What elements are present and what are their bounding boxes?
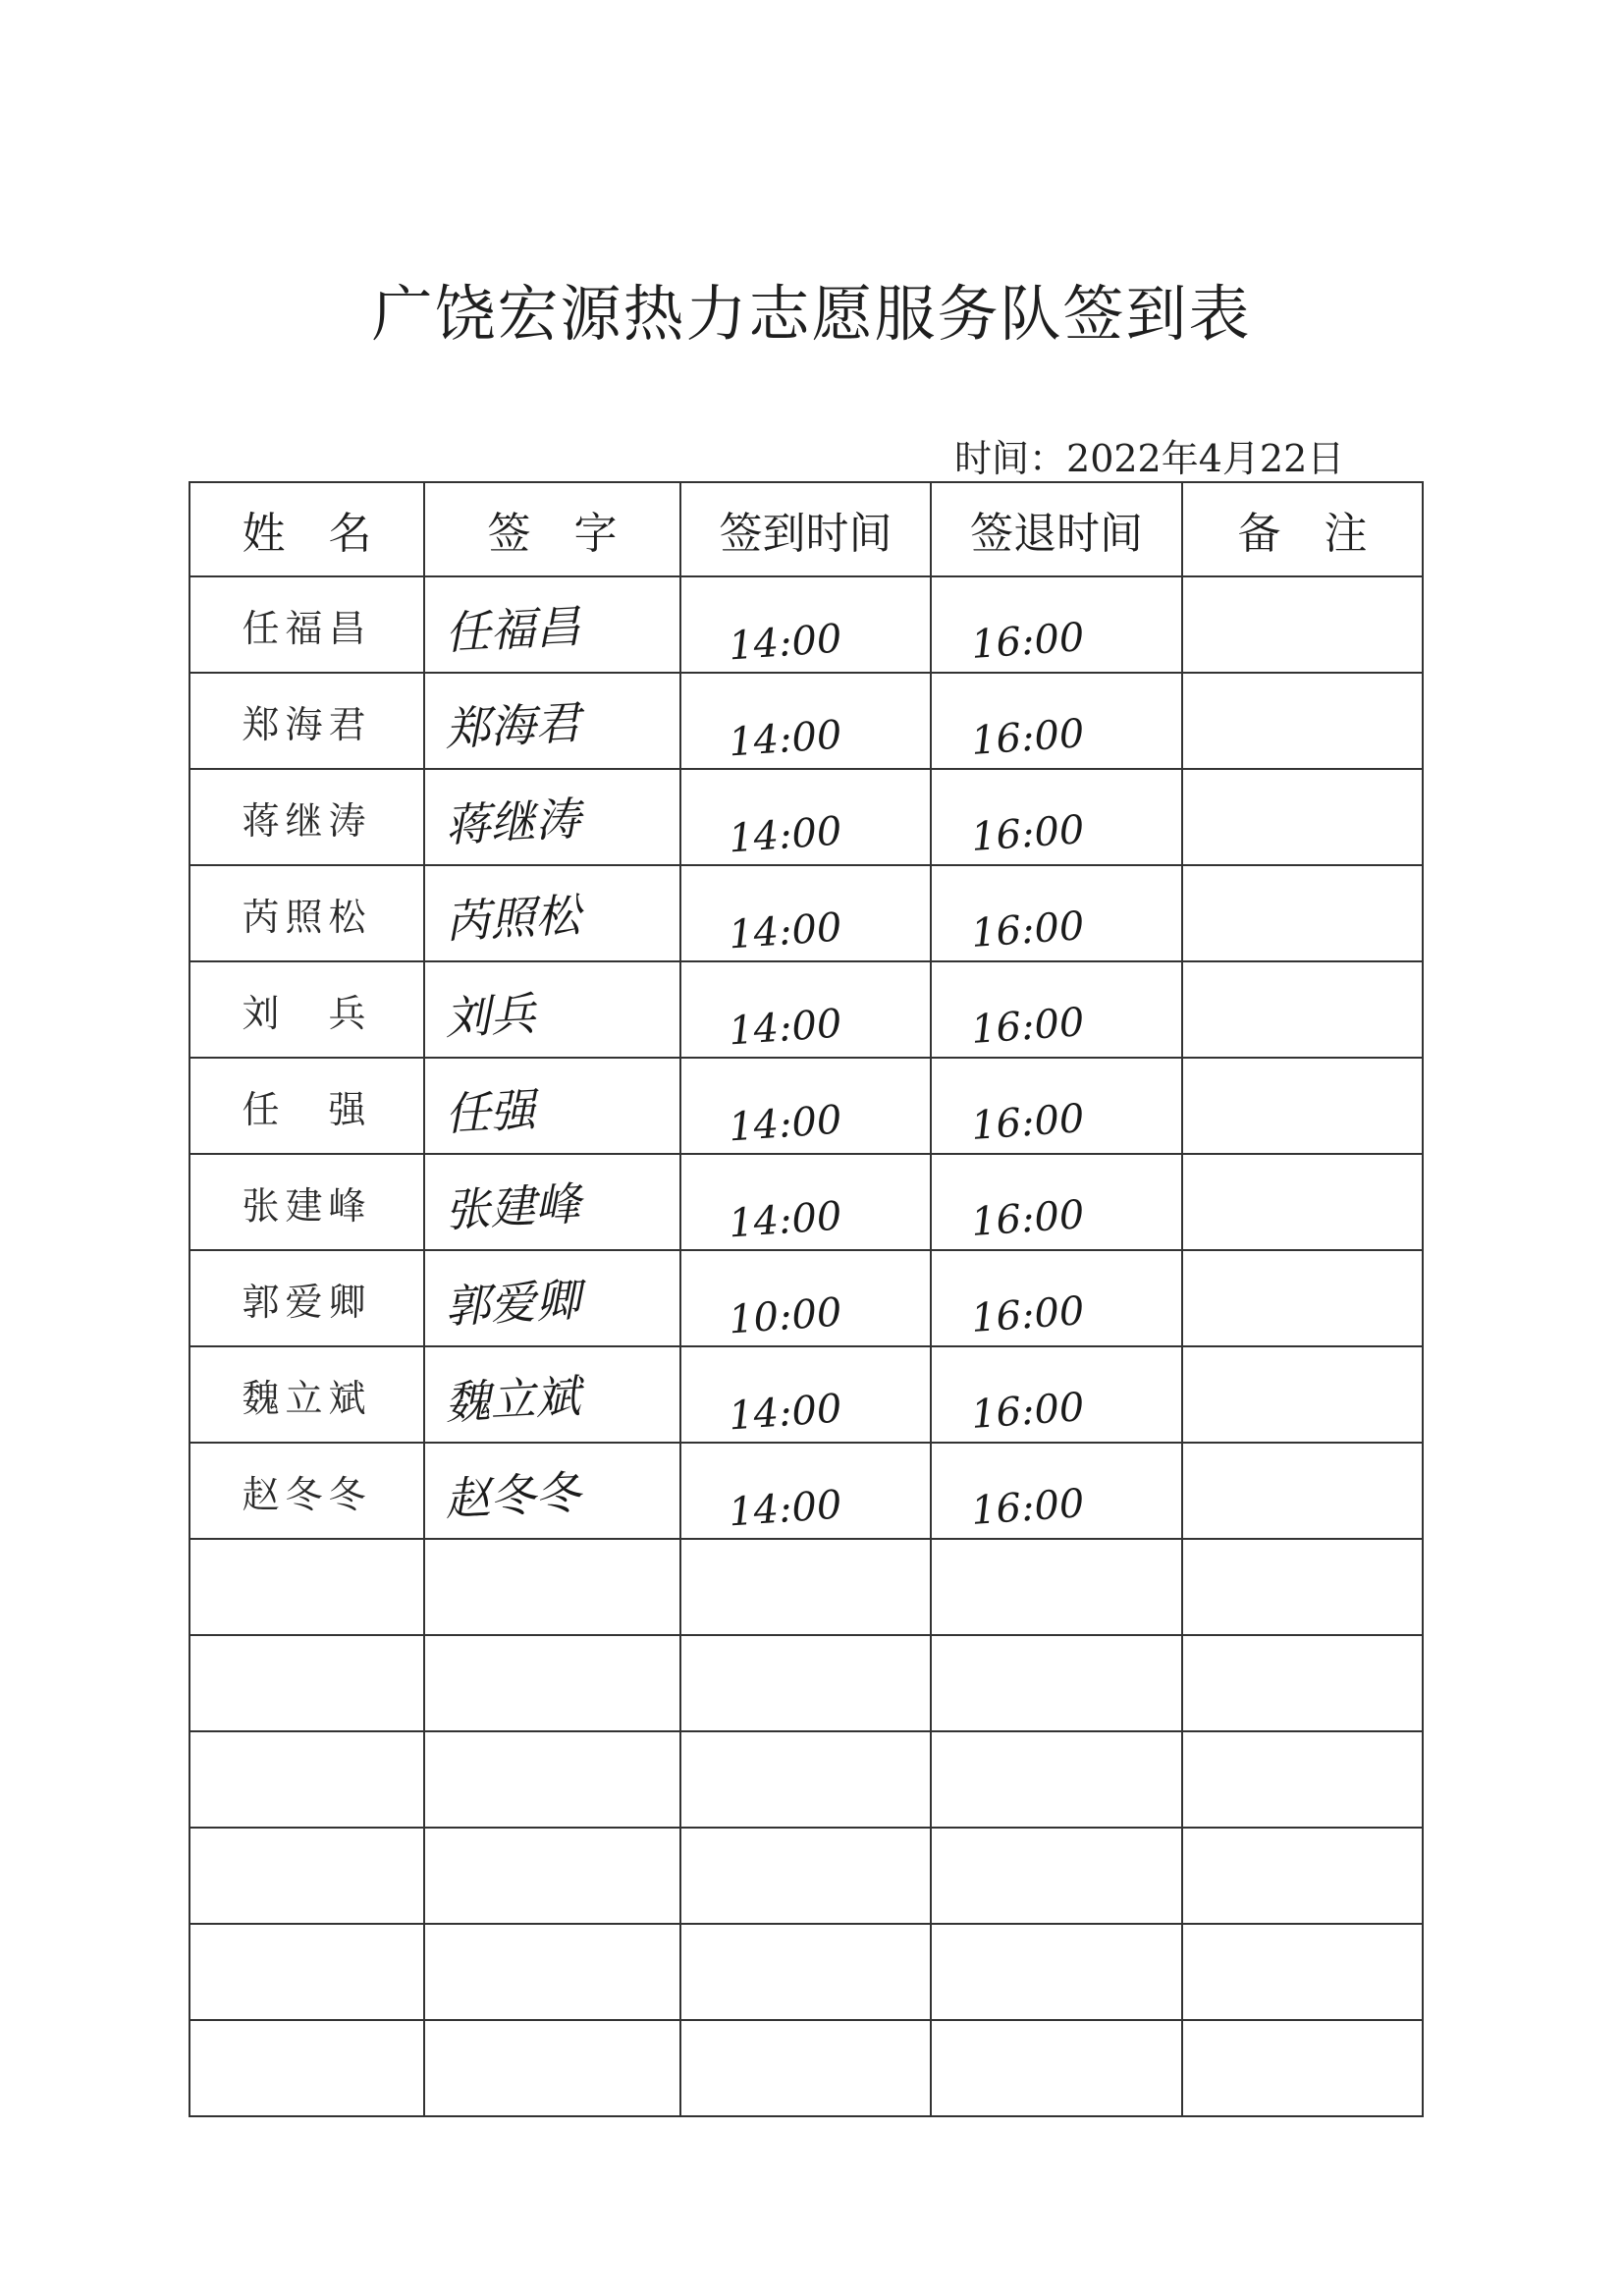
- table-row: [189, 1443, 1423, 1539]
- signature-cell: [424, 769, 680, 865]
- note-cell: [1182, 1539, 1423, 1635]
- name-cell: [189, 1539, 424, 1635]
- name-cell: [189, 2020, 424, 2116]
- sign-out-time-text: [932, 1882, 1180, 1899]
- sign-in-time-cell: [680, 1443, 931, 1539]
- sign-out-time-cell: [931, 1346, 1182, 1443]
- header-note: 备 注: [1182, 482, 1423, 576]
- sign-out-time-text: [932, 1593, 1180, 1611]
- signature-text: 魏立斌: [443, 1369, 582, 1430]
- sign-in-time-text: [681, 1691, 929, 1709]
- note-cell: [1182, 1250, 1423, 1346]
- signature-text: [425, 2061, 679, 2075]
- sign-out-time-cell: [931, 1828, 1182, 1924]
- sign-out-time-text: 16:00: [969, 1192, 1086, 1246]
- sign-in-time-text: [681, 1595, 929, 1613]
- signature-cell: [424, 1924, 680, 2020]
- header-row: [189, 482, 1423, 576]
- header-name: 姓 名: [189, 482, 424, 576]
- sign-out-time-text: [932, 2074, 1180, 2092]
- sign-in-time-cell: [680, 1731, 931, 1828]
- sheet-title: 广饶宏源热力志愿服务队签到表: [371, 278, 1252, 350]
- date-label: 时间：: [954, 437, 1067, 480]
- sign-out-time-cell: [931, 576, 1182, 673]
- signature-cell: [424, 1058, 680, 1154]
- note-cell: [1182, 1924, 1423, 2020]
- sign-out-time-cell: [931, 1539, 1182, 1635]
- sign-in-time-cell: [680, 961, 931, 1058]
- sign-out-time-cell: [931, 1731, 1182, 1828]
- sign-in-time-cell: [680, 673, 931, 769]
- signature-text: 任福昌: [443, 599, 582, 660]
- signature-text: [425, 1580, 679, 1594]
- signature-cell: [424, 961, 680, 1058]
- table-row: [189, 1924, 1423, 2020]
- name-cell: 张建峰: [189, 1154, 424, 1250]
- table-row: [189, 1346, 1423, 1443]
- sign-out-time-text: 16:00: [969, 1385, 1086, 1439]
- sign-in-time-cell: [680, 1539, 931, 1635]
- sign-in-time-cell: [680, 1924, 931, 2020]
- table-row: [189, 576, 1423, 673]
- signature-text: [425, 1869, 679, 1883]
- sign-out-time-cell: [931, 769, 1182, 865]
- signature-cell: [424, 1731, 680, 1828]
- sign-in-time-text: [681, 1787, 929, 1805]
- signature-text: 郑海君: [443, 695, 582, 756]
- sign-in-time-text: 14:00: [727, 1097, 843, 1151]
- table-row: [189, 1731, 1423, 1828]
- sign-in-time-cell: [680, 2020, 931, 2116]
- sign-in-time-cell: [680, 1346, 931, 1443]
- table-row: [189, 865, 1423, 961]
- signature-cell: [424, 576, 680, 673]
- note-cell: [1182, 673, 1423, 769]
- sign-out-time-text: [932, 1689, 1180, 1707]
- note-cell: [1182, 576, 1423, 673]
- sign-in-time-text: 14:00: [727, 1482, 843, 1536]
- name-cell: 蒋继涛: [189, 769, 424, 865]
- name-cell: [189, 1635, 424, 1731]
- note-cell: [1182, 769, 1423, 865]
- name-cell: 赵冬冬: [189, 1443, 424, 1539]
- table-row: [189, 1539, 1423, 1635]
- table-row: [189, 961, 1423, 1058]
- table-row: [189, 1154, 1423, 1250]
- sign-out-time-text: 16:00: [969, 1096, 1086, 1150]
- note-cell: [1182, 1635, 1423, 1731]
- sign-out-time-cell: [931, 673, 1182, 769]
- date-line: [954, 428, 1344, 482]
- date-value: 2022年4月22日: [1066, 437, 1345, 480]
- sign-out-time-text: 16:00: [969, 1288, 1086, 1342]
- note-cell: [1182, 961, 1423, 1058]
- sign-out-time-text: 16:00: [969, 1000, 1086, 1054]
- signature-cell: [424, 1539, 680, 1635]
- signature-cell: [424, 2020, 680, 2116]
- note-cell: [1182, 1443, 1423, 1539]
- sign-in-time-cell: [680, 576, 931, 673]
- signature-cell: [424, 1154, 680, 1250]
- signature-text: 刘兵: [443, 986, 537, 1045]
- sign-out-time-text: 16:00: [969, 711, 1086, 765]
- name-cell: [189, 1731, 424, 1828]
- sign-in-table: [189, 481, 1424, 2117]
- note-cell: [1182, 865, 1423, 961]
- sign-in-time-text: 14:00: [727, 1386, 843, 1440]
- name-cell: 刘 兵: [189, 961, 424, 1058]
- sign-in-time-cell: [680, 1154, 931, 1250]
- signature-cell: [424, 1828, 680, 1924]
- sign-out-time-text: [932, 1785, 1180, 1803]
- sign-out-time-cell: [931, 2020, 1182, 2116]
- sign-in-time-text: [681, 1884, 929, 1901]
- sign-in-time-cell: [680, 865, 931, 961]
- signature-text: 张建峰: [443, 1176, 582, 1237]
- sign-out-time-cell: [931, 1154, 1182, 1250]
- table-row: [189, 2020, 1423, 2116]
- table-row: [189, 1635, 1423, 1731]
- sign-in-time-text: 14:00: [727, 808, 843, 862]
- signature-cell: [424, 1635, 680, 1731]
- name-cell: [189, 1924, 424, 2020]
- signature-text: [425, 1773, 679, 1786]
- name-cell: 郑海君: [189, 673, 424, 769]
- sign-out-time-text: 16:00: [969, 807, 1086, 861]
- signature-cell: [424, 673, 680, 769]
- note-cell: [1182, 1154, 1423, 1250]
- sign-out-time-cell: [931, 1250, 1182, 1346]
- sign-in-time-cell: [680, 1058, 931, 1154]
- name-cell: 魏立斌: [189, 1346, 424, 1443]
- sign-out-time-text: 16:00: [969, 615, 1086, 669]
- signature-cell: [424, 1250, 680, 1346]
- sign-out-time-text: 16:00: [969, 1481, 1086, 1535]
- note-cell: [1182, 1346, 1423, 1443]
- table-row: [189, 673, 1423, 769]
- sign-out-time-cell: [931, 1635, 1182, 1731]
- sign-in-time-cell: [680, 1828, 931, 1924]
- sign-in-time-text: 14:00: [727, 1193, 843, 1247]
- sign-out-time-cell: [931, 961, 1182, 1058]
- note-cell: [1182, 1058, 1423, 1154]
- sign-in-time-text: 14:00: [727, 904, 843, 958]
- sign-in-time-text: [681, 1980, 929, 1997]
- name-cell: 任福昌: [189, 576, 424, 673]
- sign-in-time-cell: [680, 1250, 931, 1346]
- note-cell: [1182, 1731, 1423, 1828]
- signature-text: 郭爱卿: [443, 1273, 582, 1334]
- sign-in-time-text: 14:00: [727, 712, 843, 766]
- sign-out-time-text: [932, 1978, 1180, 1995]
- signature-cell: [424, 1443, 680, 1539]
- sign-out-time-cell: [931, 1924, 1182, 2020]
- table-row: [189, 1250, 1423, 1346]
- signature-cell: [424, 1346, 680, 1443]
- signature-cell: [424, 865, 680, 961]
- name-cell: 芮照松: [189, 865, 424, 961]
- sign-out-time-cell: [931, 1058, 1182, 1154]
- header-sign-out-time: 签退时间: [931, 482, 1182, 576]
- sign-in-time-text: 10:00: [727, 1289, 843, 1343]
- signature-text: 芮照松: [443, 888, 582, 949]
- signature-text: 赵冬冬: [443, 1465, 582, 1526]
- note-cell: [1182, 1828, 1423, 1924]
- name-cell: 任 强: [189, 1058, 424, 1154]
- signature-text: [425, 1676, 679, 1690]
- sign-in-time-cell: [680, 769, 931, 865]
- sign-out-time-cell: [931, 1443, 1182, 1539]
- table-row: [189, 1828, 1423, 1924]
- sign-in-time-text: 14:00: [727, 1001, 843, 1055]
- table-row: [189, 769, 1423, 865]
- sign-out-time-text: 16:00: [969, 903, 1086, 957]
- table-row: [189, 1058, 1423, 1154]
- note-cell: [1182, 2020, 1423, 2116]
- sign-in-time-cell: [680, 1635, 931, 1731]
- sign-in-time-text: [681, 2076, 929, 2094]
- sign-in-time-text: 14:00: [727, 616, 843, 670]
- header-sign-in-time: 签到时间: [680, 482, 931, 576]
- sign-out-time-cell: [931, 865, 1182, 961]
- name-cell: [189, 1828, 424, 1924]
- signature-text: [425, 1965, 679, 1979]
- header-signature: 签 字: [424, 482, 680, 576]
- signature-text: 蒋继涛: [443, 792, 582, 852]
- signature-text: 任强: [443, 1082, 537, 1141]
- name-cell: 郭爱卿: [189, 1250, 424, 1346]
